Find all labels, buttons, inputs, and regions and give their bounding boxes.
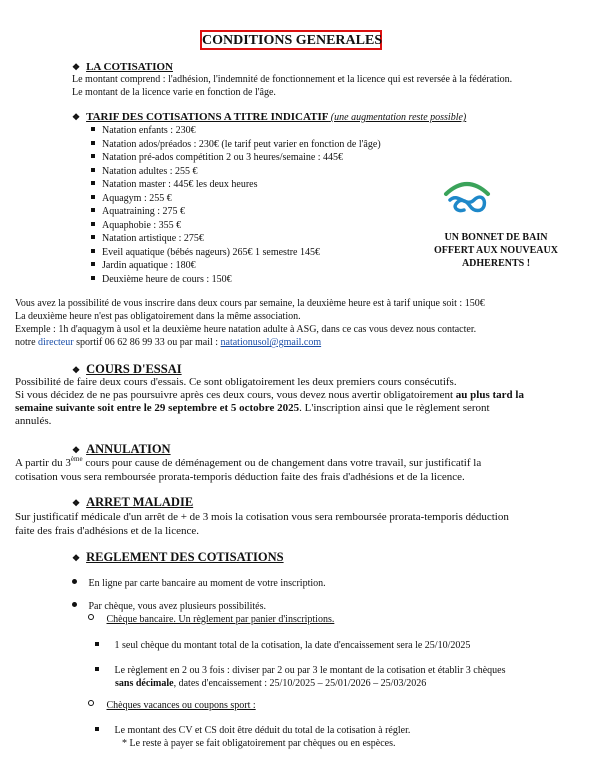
- section-heading-reglement: ❖ REGLEMENT DES COTISATIONS: [72, 550, 284, 564]
- director-label: directeur: [38, 337, 74, 348]
- cheque-multi-item-cont: sans décimale, dates d'encaissement : 25/10/2025 – 25/01/2026 – 25/03/2026: [115, 678, 427, 689]
- cheque-single-item: 1 seul chèque du montant total de la cotisation, la date d'encaissement sera le 25/10/2025: [95, 639, 470, 652]
- square-bullet-icon: [91, 127, 95, 131]
- essai-line: semaine suivante soit entre le 29 septembre et 5 octobre 2025. L'inscription ainsi que le règlement seront: [15, 402, 490, 414]
- tarif-item: Aquagym : 255 €: [91, 192, 172, 205]
- section-heading-cotisation: ❖ LA COTISATION: [72, 61, 173, 73]
- second-course-line: Vous avez la possibilité de vous inscrire dans deux cours par semaine, la deuxième heure est à tarif unique soit : 150€: [15, 298, 485, 309]
- diamond-bullet-icon: ❖: [72, 445, 81, 455]
- maladie-line: faite des frais d'adhésions et de la licence.: [15, 525, 200, 537]
- tarif-item: Aquatraining : 275 €: [91, 205, 185, 218]
- bullet-circle-icon: [88, 614, 94, 620]
- square-bullet-icon: [91, 181, 95, 185]
- payment-option-online: En ligne par carte bancaire au moment de votre inscription.: [72, 577, 326, 590]
- tarif-item: Aquaphobie : 355 €: [91, 219, 181, 232]
- square-bullet-icon: [91, 154, 95, 158]
- tarif-item: Natation adultes : 255 €: [91, 165, 198, 178]
- promo-line: OFFERT AUX NOUVEAUX: [434, 245, 558, 256]
- bullet-dot-icon: [72, 602, 77, 607]
- square-bullet-icon: [91, 249, 95, 253]
- section-heading-annulation: ❖ ANNULATION: [72, 442, 171, 456]
- bullet-circle-icon: [88, 700, 94, 706]
- promo-line: ADHERENTS !: [461, 258, 531, 269]
- cheque-multi-item: Le règlement en 2 ou 3 fois : diviser par 2 ou par 3 le montant de la cotisation et établir 3 chèques: [95, 664, 506, 677]
- square-bullet-icon: [95, 667, 99, 671]
- square-bullet-icon: [91, 222, 95, 226]
- essai-line: Si vous décidez de ne pas poursuivre après ces deux cours, vous devez nous avertir obligatoirement au plus tard la: [15, 389, 524, 401]
- tarif-note: (une augmentation reste possible): [330, 112, 467, 123]
- vacances-item: Chèques vacances ou coupons sport :: [88, 699, 256, 712]
- promo-line: UN BONNET DE BAIN: [444, 232, 548, 243]
- tarif-item: Jardin aquatique : 180€: [91, 259, 196, 272]
- vacances-detail: Le montant des CV et CS doit être déduit du total de la cotisation à régler.: [95, 724, 410, 737]
- diamond-bullet-icon: ❖: [72, 553, 81, 563]
- square-bullet-icon: [95, 642, 99, 646]
- diamond-bullet-icon: ❖: [72, 112, 81, 122]
- diamond-bullet-icon: ❖: [72, 365, 81, 375]
- payment-option-cheque: Par chèque, vous avez plusieurs possibilités.: [72, 600, 266, 613]
- square-bullet-icon: [91, 195, 95, 199]
- annulation-line: cotisation vous sera remboursée prorata-temporis déduction faite des frais d'adhésions et de la licence.: [15, 471, 465, 483]
- section-heading-tarif: ❖ TARIF DES COTISATIONS A TITRE INDICATIF (une augmentation reste possible): [72, 111, 467, 123]
- diamond-bullet-icon: ❖: [72, 498, 81, 508]
- essai-line: annulés.: [15, 415, 52, 427]
- maladie-line: Sur justificatif médicale d'un arrêt de + de 3 mois la cotisation vous sera remboursée prorata-temporis déduction: [15, 511, 509, 523]
- diamond-bullet-icon: ❖: [72, 62, 81, 72]
- tarif-item: Eveil aquatique (bébés nageurs) 265€ 1 semestre 145€: [91, 246, 320, 259]
- essai-line: Possibilité de faire deux cours d'essais. Ce sont obligatoirement les deux premiers cours consécutifs.: [15, 376, 457, 388]
- tarif-item: Natation ados/préados : 230€ (le tarif peut varier en fonction de l'âge): [91, 138, 381, 151]
- cheque-bancaire-item: Chèque bancaire. Un règlement par panier d'inscriptions.: [88, 613, 334, 626]
- square-bullet-icon: [91, 168, 95, 172]
- square-bullet-icon: [91, 276, 95, 280]
- section-heading-maladie: ❖ ARRET MALADIE: [72, 495, 194, 509]
- second-course-line: Exemple : 1h d'aquagym à usol et la deuxième heure natation adulte à ASG, dans ce cas vous devez nous contacter.: [15, 324, 477, 335]
- page-title: CONDITIONS GENERALES: [200, 30, 382, 50]
- email-link[interactable]: natationusol@gmail.com: [220, 337, 322, 348]
- vacances-note: * Le reste à payer se fait obligatoirement par chèques ou en espèces.: [122, 738, 396, 749]
- cotisation-line: Le montant comprend : l'adhésion, l'indemnité de fonctionnement et la licence qui est reversée à la fédération.: [72, 74, 513, 85]
- second-course-line: La deuxième heure n'est pas obligatoirement dans la même association.: [15, 311, 301, 322]
- tarif-item: Natation pré-ados compétition 2 ou 3 heures/semaine : 445€: [91, 151, 343, 164]
- swimming-club-logo-icon: [440, 178, 494, 220]
- contact-line: notre directeur sportif 06 62 86 99 33 ou par mail : natationusol@gmail.com: [15, 337, 322, 348]
- square-bullet-icon: [91, 208, 95, 212]
- cotisation-line: Le montant de la licence varie en fonction de l'âge.: [72, 87, 276, 98]
- section-heading-essai: ❖ COURS D'ESSAI: [72, 362, 182, 376]
- bullet-dot-icon: [72, 579, 77, 584]
- tarif-item: Natation enfants : 230€: [91, 124, 196, 137]
- tarif-item: Natation artistique : 275€: [91, 232, 204, 245]
- square-bullet-icon: [91, 141, 95, 145]
- annulation-line: A partir du 3ème cours pour cause de déménagement ou de changement dans votre travail, sur justificatif la: [15, 455, 482, 469]
- tarif-item: Natation master : 445€ les deux heures: [91, 178, 258, 191]
- square-bullet-icon: [91, 262, 95, 266]
- square-bullet-icon: [95, 727, 99, 731]
- tarif-item: Deuxième heure de cours : 150€: [91, 273, 232, 286]
- square-bullet-icon: [91, 235, 95, 239]
